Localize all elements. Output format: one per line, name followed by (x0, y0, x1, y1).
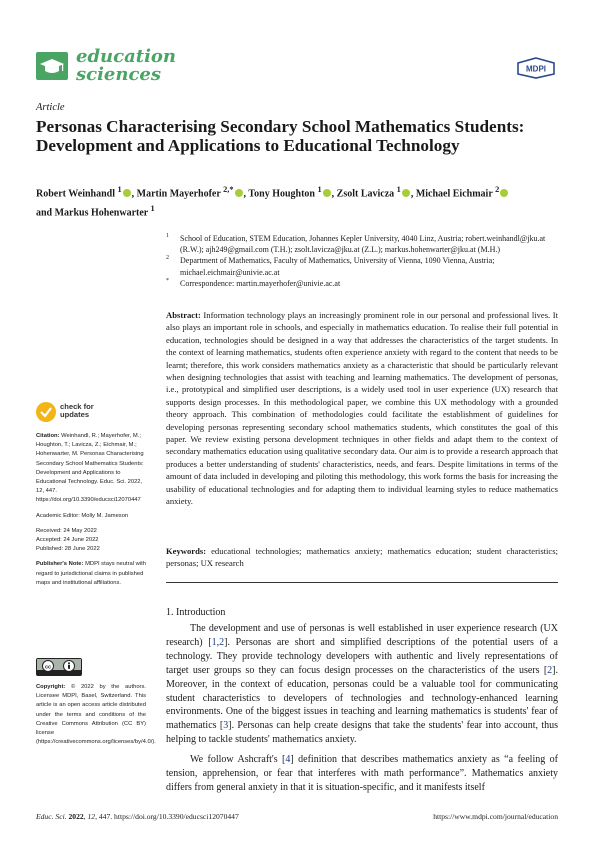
author-name[interactable]: Michael Eichmair (415, 188, 493, 200)
citation-link[interactable]: 2 (219, 636, 225, 648)
orcid-icon[interactable] (123, 189, 131, 197)
text-run: ]. Personas can help create designs that take the students' fear into account, thus helping to tackle students' mathematics anxiety. (166, 720, 558, 746)
citation-block (36, 432, 146, 506)
journal-name-line1: education (76, 46, 176, 67)
keywords (166, 545, 558, 570)
citation-link[interactable]: 3 (223, 720, 229, 732)
orcid-icon[interactable] (500, 189, 508, 197)
copyright-notice (36, 683, 156, 747)
keywords-text: educational technologies; mathematics anxiety; mathematics education; student characteristics; personas; UX research (166, 546, 558, 569)
intro-body (166, 622, 558, 795)
journal-name (76, 48, 176, 84)
copyright-text: © 2022 by the authors. Licensee MDPI, Basel, Switzerland. This article is an open access article distributed under the terms and conditions of the Creative Commons Attribution (CC BY) license (https://creativecommons.org/licenses/by/4.0/). (36, 684, 156, 746)
author-name[interactable]: Tony Houghton (248, 188, 315, 200)
article-info-sidebar (36, 432, 146, 594)
publisher-note (36, 560, 146, 588)
author-affil-mark: 1 (396, 185, 401, 194)
section-heading: 1. Introduction (166, 607, 226, 618)
affiliation-item (166, 233, 558, 255)
abstract-text: Information technology plays an increasingly prominent role in our personal and professional lives. It also plays an important role in schools, and especially in mathematics education. To realise their full potential in education, technologies should be designed in a way that addresses the characteristics of the target students. In the context of learning mathematics, students often experience anxiety with regard to the content that needs to be learnt; therefore, this work considers mathematics anxiety as a characteristic that should be particularly relevant when designing technologies that assist with teaching and learning mathematics. The development of personas, i.e., prototypical and simplified user descriptions, is a widely used tool in user experience (UX) research that supports design processes. In this methodological paper, we combine this UX methodology with a grounded theory approach. This combination of methodologies could facilitate the establishment of guidelines for developing personas representing secondary school mathematics students, which constitutes the goal of this paper. We review existing persona development techniques in other fields and adapt them to the context of secondary mathematics education using qualitative secondary data. Our aim is to provide a research approach that produces a better understanding of students' characteristics, needs, and fears. Despite limitations in terms of the amount of data included in developing and piloting this methodology, this work forms the basis for increasing the usability of educational technologies and for adapting them to individual learning styles to reduce mathematics anxiety. (166, 310, 559, 507)
affiliation-mark: 2 (166, 255, 169, 262)
received-date: Received: 24 May 2022 (36, 527, 97, 534)
abstract-label: Abstract: (166, 310, 201, 320)
section-divider (166, 582, 558, 583)
mdpi-logo (516, 57, 556, 79)
orcid-icon[interactable] (235, 189, 243, 197)
copyright-label: Copyright: (36, 684, 66, 690)
citation-link[interactable]: 2 (547, 664, 553, 676)
paragraph (166, 622, 558, 747)
mdpi-logo-text: MDPI (526, 64, 546, 74)
affiliation-mark: * (166, 277, 169, 284)
cc-badge-text: cc (44, 664, 52, 671)
affiliation-text: School of Education, STEM Education, Johannes Kepler University, 4040 Linz, Austria; robert.weinhandl@jku.at (R.W.); ajh249@gmail.com (T.H.); zsolt.lavicza@jku.at (Z.L.); markus.hohenwarter@jku.at (M.H.) (180, 234, 546, 255)
affiliation-item (166, 255, 558, 277)
affiliation-mark: 1 (166, 233, 169, 239)
article-type: Article (36, 102, 65, 113)
check-updates-line1: check for (60, 402, 94, 411)
keywords-label: Keywords: (166, 546, 207, 556)
footer-year: 2022 (68, 812, 84, 821)
text-run: The development and use of personas is well established in user experience research (UX research) [ (166, 623, 558, 648)
orcid-icon[interactable] (323, 189, 331, 197)
publisher-note-text: MDPI stays neutral with regard to jurisdictional claims in published maps and institutional affiliations. (36, 561, 146, 586)
check-updates-label (60, 403, 94, 420)
cc-by-license-icon[interactable] (36, 658, 82, 676)
citation-link[interactable]: 1 (211, 636, 217, 648)
author-affil-mark: 1 (150, 204, 155, 214)
author-name[interactable]: Martin Mayerhofer (136, 188, 221, 200)
publisher-note-label: Publisher's Note: (36, 561, 84, 568)
citation-link[interactable]: 4 (285, 754, 291, 766)
author-name[interactable]: and Markus Hohenwarter (36, 207, 149, 219)
footer-journal-url[interactable]: https://www.mdpi.com/journal/education (433, 812, 558, 821)
paragraph (166, 753, 558, 795)
text-run: ] definition that describes mathematics anxiety as “a feeling of tension, apprehension, or fear that interferes with math performance”. Mathematics anxiety differs from general anxiety in that it is situation-specific, and it manifests itself (166, 754, 558, 793)
check-for-updates-button[interactable] (36, 400, 146, 426)
check-updates-icon (36, 402, 56, 422)
text-run: ]. Moreover, in the context of education, personas could be a valuable tool for communicating student characteristics to developers of technologies and technology-enhanced learning environments. One of the biggest issues in teaching and learning mathematics is students' fear of mathematics [ (166, 664, 558, 732)
journal-name-line2: sciences (76, 64, 162, 85)
footer-citation: Educ. Sci. 2022, 12, 447. https://doi.org/10.3390/educsci12070447 (36, 812, 239, 821)
author-affil-mark: 1 (117, 185, 122, 194)
affiliation-text: Correspondence: martin.mayerhofer@univie.ac.at (180, 278, 341, 288)
paper-title: Personas Characterising Secondary School Mathematics Students: Development and Applications to Educational Technology (36, 117, 525, 155)
affiliation-text: Department of Mathematics, Faculty of Mathematics, University of Vienna, 1090 Vienna, Austria; michael.eichmair@univie.ac.at (180, 256, 495, 277)
journal-logo-icon (36, 52, 68, 80)
accepted-date: Accepted: 24 June 2022 (36, 537, 99, 544)
affiliations (166, 233, 558, 289)
text-run: , (216, 636, 220, 648)
author-affil-mark: 1 (317, 185, 322, 194)
author-affil-mark: 2,* (223, 185, 234, 194)
text-run: We follow Ashcraft's [ (190, 754, 286, 766)
text-run: ]. Personas are short and simplified descriptions of the potential users of a technology. They provide technology developers with authentic and lively representations of target user groups so they can focus design processes on the characteristics of the users [ (166, 636, 558, 676)
author-name[interactable]: Zsolt Lavicza (336, 188, 395, 200)
orcid-icon[interactable] (402, 189, 410, 197)
footer-journal: Educ. Sci. (36, 812, 67, 821)
author-affil-mark: 2 (495, 185, 500, 194)
footer-doi[interactable]: , 447. https://doi.org/10.3390/educsci12070447 (95, 812, 239, 821)
academic-editor: Academic Editor: Molly M. Jameson (36, 512, 129, 519)
author-list: Robert Weinhandl $^1$ , Martin Mayerhofer $^{2,*}$ , Tony Houghton $^1$ , Zsolt Lavicza $^1$ , Michael Eichmair $^2$ and Markus Hohenwarter $^1$ (36, 182, 556, 221)
affiliation-item (166, 278, 558, 289)
citation-label: Citation: (36, 433, 60, 439)
citation-text[interactable]: Weinhandl, R.; Mayerhofer, M.; Houghton, T.; Lavicza, Z.; Eichmair, M.; Hohenwarter, M. Personas Characterising Secondary School Mathematics Students: Development and Applications to Educational Technology. Educ. Sci. 2022, 12, 447. https://doi.org/10.3390/educsci12070447 (36, 433, 144, 504)
abstract (166, 309, 558, 508)
check-updates-line2: updates (60, 410, 90, 420)
author-name[interactable]: Robert Weinhandl (36, 188, 115, 200)
footer-volume: 12 (87, 812, 96, 821)
published-date: Published: 28 June 2022 (36, 546, 100, 553)
